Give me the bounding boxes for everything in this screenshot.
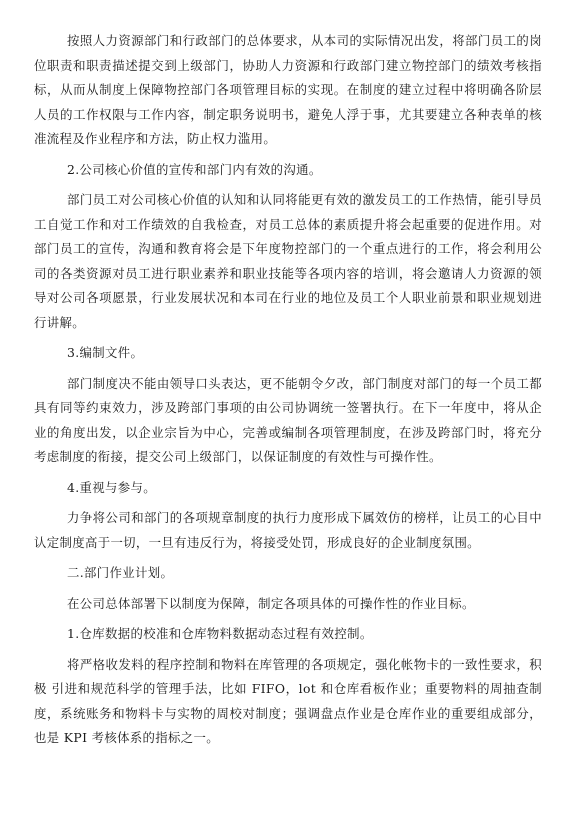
paragraph-warehouse-data: 将严格收发料的程序控制和物料在库管理的各项规定，强化帐物卡的一致性要求，积极 引进和规范科学的管理手法，比如 FIFO，lot 和仓库看板作业；重要物料的周抽查制度，系统账务和物料卡与实物的周校对制度；强调盘点作业是仓库作业的重要组成部分，也是 KPI 考核体系的指标之一。 [34,656,542,745]
paragraph-work-plan-intro: 在公司总体部署下以制度为保障，制定各项具体的可操作性的作业目标。 [67,595,475,611]
heading-core-values: 2.公司核心价值的宣传和部门内有效的沟通。 [67,161,322,177]
paragraph-job-responsibilities: 按照人力资源部门和行政部门的总体要求，从本司的实际情况出发，将部门员工的岗位职责和职责描述提交到上级部门，协助人力资源和行政部门建立物控部门的绩效考核指标，从而从制度上保障物控部门各项管理目标的实现。在制度的建立过程中将明确各阶层人员的工作权限与工作内容，制定职务说明书，避免人浮于事，尤其要建立各种表单的核准流程及作业程序和方法，防止权力滥用。 [34,33,542,146]
heading-attention-participation: 4.重视与参与。 [67,479,156,495]
heading-compile-documents: 3.编制文件。 [67,345,144,360]
heading-warehouse-data: 1.仓库数据的校准和仓库物料数据动态过程有效控制。 [67,626,373,641]
paragraph-compile-documents: 部门制度决不能由领导口头表达，更不能朝令夕改，部门制度对部门的每一个员工都具有同等约束效力，涉及跨部门事项的由公司协调统一签署执行。在下一年度中，将从企业的角度出发，以企业宗旨为中心，完善或编制各项管理制度，在涉及跨部门时，将充分考虑制度的衔接，提交公司上级部门，以保证制度的有效性与可操作性。 [34,375,542,464]
paragraph-attention-participation: 力争将公司和部门的各项规章制度的执行力度形成下属效仿的榜样，让员工的心目中认定制度高于一切，一旦有违反行为，将接受处罚，形成良好的企业制度氛围。 [34,510,542,550]
paragraph-core-values: 部门员工对公司核心价值的认知和认同将能更有效的激发员工的工作热情，能引导员工自觉工作和对工作绩效的自我检查，对员工总体的素质提升将会起重要的促进作用。对部门员工的宣传，沟通和教育将会是下年度物控部门的一个重点进行的工作，将会利用公司的各类资源对员工进行职业素养和职业技能等各项内容的培训，将会邀请人力资源的领导对公司各项愿景，行业发展状况和本司在行业的地位及员工个人职业前景和职业规划进行讲解。 [34,192,542,330]
heading-department-work-plan: 二.部门作业计划。 [67,565,174,580]
